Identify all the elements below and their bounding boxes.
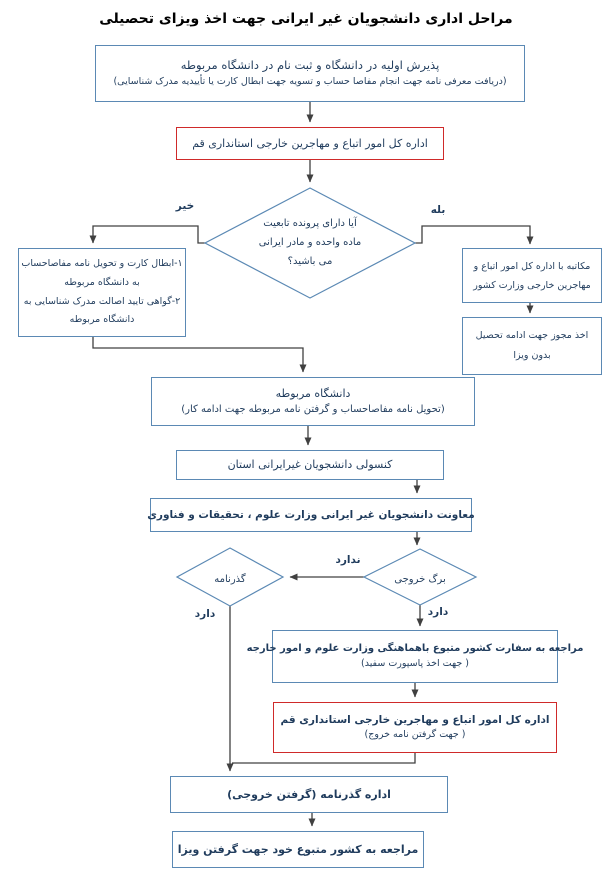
node-no-actions-line-1: ۱-ابطال کارت و تحویل نامه مفاصاحساب <box>21 258 183 270</box>
node-admission <box>95 45 525 102</box>
passport-decision-text: گذرنامه <box>214 574 246 585</box>
edge-label-not-have: ندارد <box>335 554 361 566</box>
node-deputy-title: معاونت دانشجویان غیر ایرانی وزارت علوم ، تحقیقات و فناوری <box>147 508 475 521</box>
node-deputy <box>147 498 475 532</box>
node-no-actions-line-3: ۲-گواهی تایید اصالت مدرک شناسایی به <box>23 295 181 307</box>
node-passport-office <box>170 776 448 813</box>
node-embassy-subtitle: ( جهت اخذ پاسپورت سفید) <box>361 657 469 669</box>
nationality-decision-text <box>210 214 410 271</box>
node-admission-title: پذیرش اولیه در دانشگاه و ثبت نام در دانشگاه مربوطه <box>180 58 440 73</box>
edge-qom2-to-junction <box>232 753 415 763</box>
edge-label-yes: بله <box>430 204 446 216</box>
nationality-decision-line-1: آیا دارای پرونده تابعیت <box>263 218 357 229</box>
node-admission-subtitle: (دریافت معرفی نامه جهت انجام مفاصا حساب و تسویه جهت ابطال کارت یا تأییدیه مدرک شناسایی) <box>113 76 507 88</box>
page-title: مراحل اداری دانشجویان غیر ایرانی جهت اخذ ویزای تحصیلی <box>99 11 513 27</box>
node-permit-no-visa-line-2: بدون ویزا <box>513 350 551 361</box>
node-qom-office-2 <box>273 702 557 753</box>
node-permit-no-visa-line-1: اخذ مجوز جهت ادامه تحصیل <box>475 330 589 342</box>
node-no-actions <box>18 248 186 337</box>
edge-noactions-to-university <box>93 337 303 372</box>
node-university <box>151 377 475 426</box>
edge-label-no: خیر <box>175 200 195 212</box>
node-interior-ministry-line-1: مکاتبه با اداره کل امور اتباع و <box>473 260 591 272</box>
node-consular-title: کنسولی دانشجویان غیرایرانی استان <box>227 458 393 472</box>
edge-label-have-passport: دارد <box>194 608 216 620</box>
edge-decision-no <box>93 226 205 243</box>
node-qom-office-1-title: اداره کل امور اتباع و مهاجرین خارجی استانداری قم <box>192 136 428 150</box>
edge-decision-yes <box>415 226 530 244</box>
node-passport-office-title: اداره گذرنامه (گرفتن خروجی) <box>227 787 391 801</box>
node-qom-office-1 <box>176 127 444 160</box>
node-home-country <box>172 831 424 868</box>
nationality-decision-line-2: ماده واحده و مادر ایرانی <box>258 237 362 248</box>
node-embassy <box>246 630 584 683</box>
node-consular <box>176 450 444 480</box>
exit-sheet-decision-text: برگ خروجی <box>394 574 446 585</box>
nationality-decision-line-3: می باشید؟ <box>287 256 333 267</box>
node-home-country-title: مراجعه به کشور متبوع خود جهت گرفتن ویزا <box>177 842 419 856</box>
node-qom-office-2-title: اداره کل امور اتباع و مهاجرین خارجی استانداری قم <box>280 714 550 726</box>
node-interior-ministry-line-2: مهاجرین خارجی وزارت کشور <box>473 279 591 291</box>
node-embassy-title: مراجعه به سفارت کشور متبوع باهماهنگی وزارت علوم و امور خارجه <box>246 643 584 655</box>
edge-label-have-exit-sheet: دارد <box>427 606 449 618</box>
node-no-actions-line-2: به دانشگاه مربوطه <box>64 276 140 288</box>
node-university-subtitle: (تحویل نامه مفاصاحساب و گرفتن نامه مربوطه جهت ادامه کار) <box>181 404 445 416</box>
node-permit-no-visa <box>462 317 602 375</box>
node-no-actions-line-4: دانشگاه مربوطه <box>69 314 135 326</box>
node-interior-ministry <box>462 248 602 303</box>
node-qom-office-2-subtitle: ( جهت گرفتن نامه خروج) <box>364 729 466 741</box>
node-university-title: دانشگاه مربوطه <box>275 387 351 401</box>
